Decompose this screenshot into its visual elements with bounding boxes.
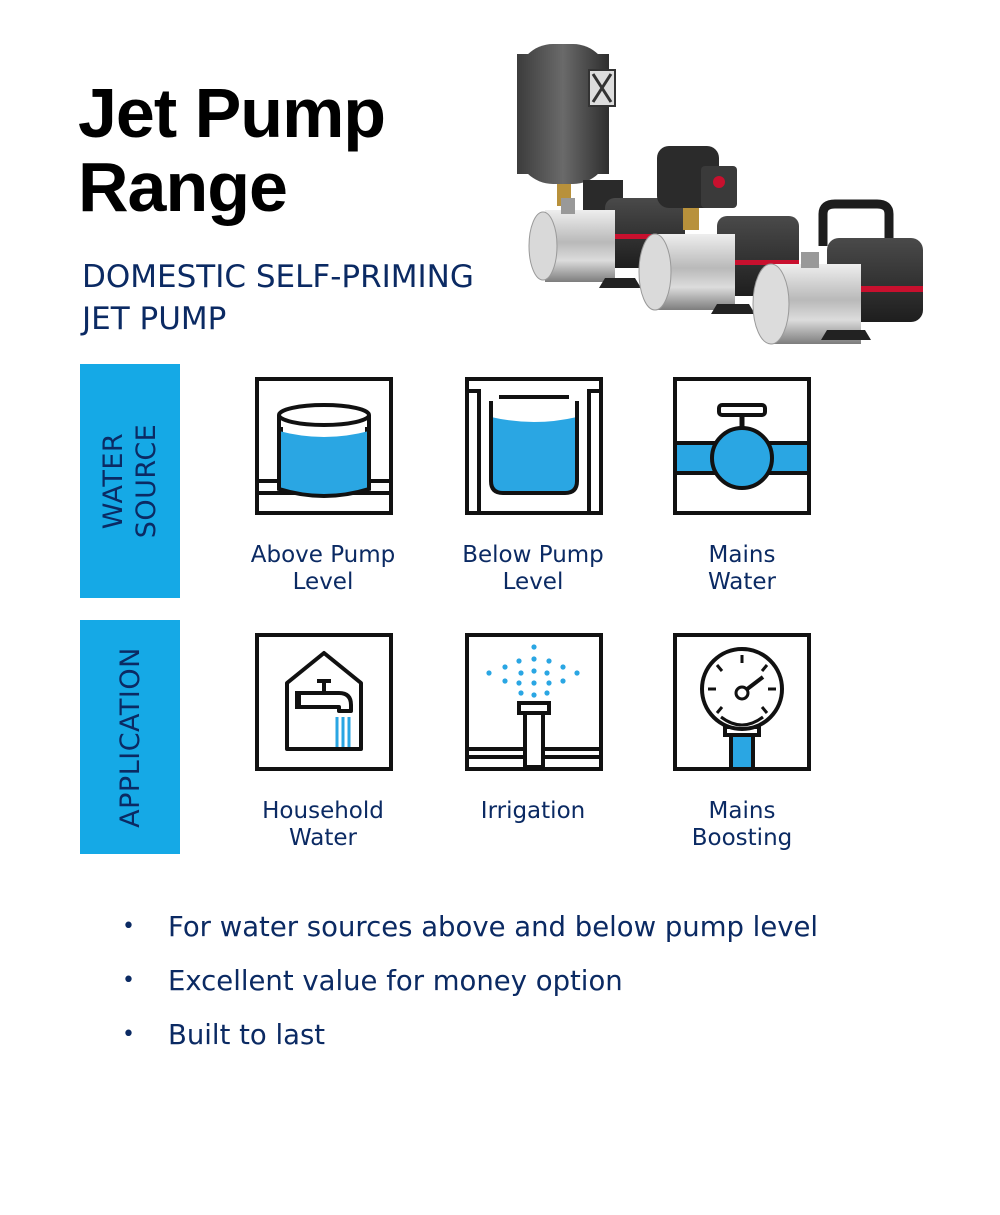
application-label: APPLICATION [114,646,146,828]
mains-water-icon [677,381,807,511]
mains-boosting-tile [673,633,811,771]
water-source-label-line-2: SOURCE [131,423,163,539]
mains-boosting-icon [677,637,807,767]
title-line-1: Jet Pump [78,74,386,152]
title-line-2: Range [78,148,287,226]
above-pump-level-icon [259,381,389,511]
household-water-label [228,798,418,852]
water-source-label [97,424,163,538]
irrigation-tile [465,633,603,771]
water-source-label-line-1: WATER [98,432,130,530]
household-water-line-1: Household [262,798,384,824]
household-water-tile [255,633,393,771]
subtitle-line-1: DOMESTIC SELF-PRIMING [82,259,474,295]
below-pump-level-label [438,542,628,596]
pump-product-icon [505,38,930,348]
mains-water-line-1: Mains [708,542,776,568]
feature-item: • For water sources above and below pump level [122,906,818,960]
above-pump-level-tile [255,377,393,515]
page-title [78,76,385,224]
mains-boosting-line-1: Mains [708,798,776,824]
page-subtitle [82,256,474,340]
mains-boosting-label [647,798,837,852]
household-water-line-2: Water [289,825,357,851]
below-pump-level-line-2: Level [502,569,564,595]
water-source-band [80,364,180,598]
mains-water-line-2: Water [708,569,776,595]
mains-boosting-line-2: Boosting [691,825,793,851]
below-pump-level-icon [469,381,599,511]
household-water-icon [259,637,389,767]
below-pump-level-line-1: Below Pump [462,542,604,568]
above-pump-level-line-1: Above Pump [250,542,396,568]
feature-item: • Built to last [122,1014,818,1068]
application-band [80,620,180,854]
above-pump-level-label [228,542,418,596]
feature-list [122,906,818,1068]
mains-water-tile [673,377,811,515]
mains-water-label [647,542,837,596]
irrigation-line-1: Irrigation [480,798,586,824]
subtitle-line-2: JET PUMP [82,301,227,337]
irrigation-icon [469,637,599,767]
feature-item: • Excellent value for money option [122,960,818,1014]
pump-product-image [505,38,930,352]
above-pump-level-line-2: Level [292,569,354,595]
below-pump-level-tile [465,377,603,515]
irrigation-label [438,798,628,825]
